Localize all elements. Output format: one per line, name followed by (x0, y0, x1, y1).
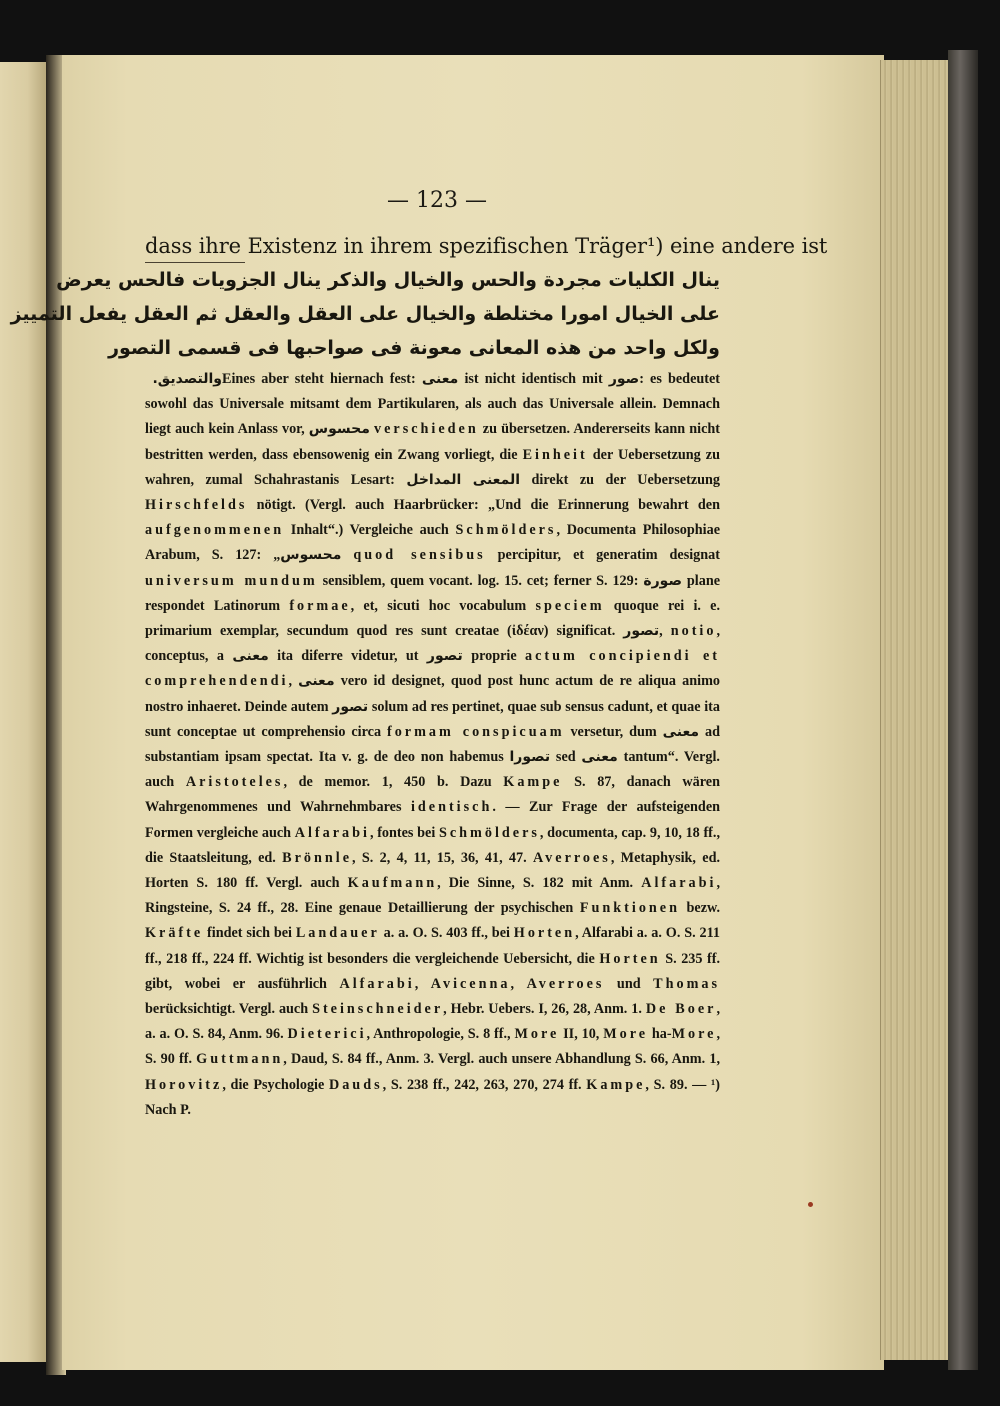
footnote-run: S. 87, danach wären Wahrgenommenes und Wahrnehmbares (145, 774, 720, 816)
footnote-run: , conceptus, a (145, 623, 721, 665)
footnote-run: , Daud, S. 84 ff., Anm. 3. Vergl. auch unsere Abhandlung S. 66, Anm. 1, (283, 1051, 720, 1068)
arabic-term: تصور (623, 623, 660, 640)
spaced-term: Guttmann (196, 1051, 284, 1068)
spaced-term: Avicenna (430, 975, 511, 992)
footnote-run: proprie (462, 648, 526, 665)
spaced-term: universum mundum (145, 572, 318, 589)
spaced-term: Schmölders (455, 522, 557, 539)
spaced-term: Horten (513, 925, 576, 942)
arabic-line-1: ينال الكليات مجردة والحس والخيال والذكر ينال الجزويات فالحس يعرض (56, 269, 720, 291)
footnote-run: S. 235 ff. gibt, wobei er ausführlich (145, 950, 721, 992)
arabic-term: تصورا (509, 749, 551, 766)
footnote-run: ita diferre videtur, ut (268, 648, 427, 665)
spaced-term: Brönnle (282, 849, 353, 866)
spaced-term: Landauer (295, 925, 380, 942)
footnote-text (145, 367, 720, 1123)
arabic-term: المعنى (472, 471, 521, 488)
spaced-term: actum concipiendi et comprehendendi (145, 648, 721, 690)
arabic-term: معنى (298, 673, 335, 690)
footnote-run: , Ringsteine, S. 24 ff., 28. Eine genaue Detaillierung der psychischen (145, 875, 720, 917)
footnote-run: solum ad res pertinet, quae sub sensus cadunt, et quae ita sunt conceptae ut comprehensio circa (145, 698, 720, 740)
footnote-run: vero id designet, quod post hunc actum de re aliqua animo nostro inhaeret. Deinde autem (145, 673, 720, 715)
spaced-term: Horten (599, 950, 661, 967)
footnote-run: , S. 2, 4, 11, 15, 36, 41, 47. (352, 849, 533, 866)
footnote-run: , de memor. 1, 450 b. Dazu (283, 774, 504, 791)
spaced-term: aufgenommenen (145, 522, 285, 539)
spaced-term: More (603, 1026, 649, 1043)
footnote-run: und (604, 975, 654, 992)
footnote-run: , S. 238 ff., 242, 263, 270, 274 ff. (382, 1076, 587, 1093)
ink-spot (808, 1202, 813, 1207)
footnote-run: , et, sicuti hoc vocabulum (350, 597, 536, 614)
spaced-term: quod sensibus (353, 547, 486, 564)
spaced-term: De Boer (645, 1001, 717, 1018)
footnote-run: , fontes bei (369, 824, 439, 841)
page-text (10, 232, 828, 1123)
arabic-term: معنى (232, 648, 269, 665)
spaced-term: Kräfte (145, 925, 204, 942)
page-number: — 123 — (387, 188, 487, 213)
page-block-edges (880, 60, 951, 1360)
footnote-run: , (510, 975, 527, 992)
arabic-term: والتصديق. (145, 371, 223, 387)
footnote-run: berücksichtigt. Vergl. auch (145, 1001, 313, 1018)
footnote-run: II, 10, (559, 1026, 604, 1043)
spaced-term: Horovitz (145, 1076, 223, 1093)
footnote-run: zu übersetzen. Andererseits kann nicht bestritten werden, dass ebensowenig ein Zwang vorliegt, die (145, 421, 720, 463)
footnote-run: , (414, 975, 431, 992)
footnote-run: nötigt. (Vergl. auch Haarbrücker: „Und die Erinnerung bewahrt den (247, 497, 720, 514)
footnote-run: , (288, 673, 299, 690)
spaced-term: Kampe (503, 774, 563, 791)
footnote-run: der Uebersetzung zu wahren, zumal Schahrastanis Lesart: (145, 446, 720, 488)
footnote-run (461, 472, 473, 488)
spaced-term: Kaufmann (347, 875, 438, 892)
arabic-term: معنى (581, 749, 618, 766)
arabic-term: تصور (426, 648, 463, 665)
spaced-term: More (671, 1026, 717, 1043)
spaced-term: Steinschneider (312, 1001, 444, 1018)
arabic-term: محسوس (280, 547, 342, 564)
spaced-term: Averroes (526, 975, 605, 992)
spaced-term: Schmölders (438, 824, 540, 841)
spaced-term: Alfarabi (641, 875, 717, 892)
facing-page-edge (0, 62, 48, 1362)
footnote-run: , Hebr. Uebers. I, 26, 28, Anm. 1. (443, 1001, 646, 1018)
footnote-run: quoque rei i. e. primarium exemplar, secundum quod res sunt creatae (ἰδέαν) significat. (145, 597, 720, 640)
footnote-run: versetur, dum (564, 723, 663, 740)
spaced-term: verschieden (374, 421, 479, 438)
spaced-term: Einheit (522, 446, 588, 463)
footnote-run: plane respondet Latinorum (145, 572, 721, 614)
footnote-run: direkt zu der Uebersetzung (520, 471, 720, 488)
spaced-term: More (514, 1026, 560, 1043)
arabic-term: تصور (332, 698, 369, 715)
footnote-run: ist nicht identisch mit (458, 371, 609, 387)
spaced-term: Thomas (653, 975, 721, 992)
footnote-run: a. a. O. S. 403 ff., bei (379, 925, 514, 942)
lead-line: dass ihre Existenz in ihrem spezifischen Träger¹) eine andere ist (145, 234, 828, 258)
footnote-run: , die Psychologie (222, 1076, 329, 1093)
spaced-term: Funktionen (579, 900, 680, 917)
spaced-term: Hirschfelds (145, 497, 248, 514)
spaced-term: Dieterici (287, 1026, 367, 1043)
footnote-run: tantum“. Vergl. auch (145, 749, 720, 791)
arabic-term: صورة (643, 572, 682, 589)
spaced-term: Aristoteles (185, 774, 284, 791)
footnote-run: bezw. (680, 900, 720, 917)
arabic-line-3: ولكل واحد من هذه المعانى معونة فى صواحبها فى قسمى التصور (108, 337, 720, 359)
spaced-term: speciem (535, 597, 605, 614)
footnote-run: ad substantiam ipsam spectat. Ita v. g. de deo non habemus (145, 723, 720, 766)
footnote-run: , S. 89. — ¹) Nach P. (145, 1076, 721, 1118)
footnote-run: , Anthropologie, S. 8 ff., (366, 1026, 515, 1043)
footnote-run: : es bedeutet sowohl das Universale mitsamt dem Partikularen, als auch das Universale allein. Demnach liegt auch kein Anlass vor, (145, 371, 721, 438)
footnote-run: , Documenta Philosophiae Arabum, S. 127: „ (145, 522, 720, 564)
arabic-term: معنى (421, 371, 459, 387)
footnote-run: findet sich bei (203, 925, 296, 942)
footnote-run: percipitur, et generatim designat (485, 547, 720, 564)
arabic-line-2: على الخيال امورا مختلطة والخيال على العقل والعقل ثم العقل يفعل التمييز (10, 303, 720, 325)
footnote-run: , S. 90 ff. (145, 1026, 720, 1068)
footnote-run (341, 547, 353, 563)
spaced-term: identisch (410, 799, 493, 816)
arabic-term: المداخل (406, 471, 462, 488)
footnote-run: Eines aber steht hiernach fest: (222, 371, 422, 387)
book-cover-edge (948, 50, 978, 1370)
footnote-run: , (659, 623, 671, 640)
footnote-run: , Alfarabi a. a. O. S. 211 ff., 218 ff., 224 ff. Wichtig ist besonders die vergleichende Uebersicht, die (145, 925, 720, 967)
footnote-run: , Die Sinne, S. 182 mit Anm. (437, 875, 642, 892)
spaced-term: notio (670, 623, 717, 640)
spaced-term: formae (289, 597, 351, 614)
footnote-run: . — Zur Frage der aufsteigenden Formen vergleiche auch (145, 799, 721, 841)
arabic-term: معنى (662, 723, 700, 740)
footnote-run: ha- (648, 1026, 672, 1043)
footnote-run: Inhalt“.) Vergleiche auch (284, 522, 456, 539)
footnote-run: , documenta, cap. 9, 10, 18 ff., die Staatsleitung, ed. (145, 824, 720, 866)
footnote-run: sed (550, 749, 582, 766)
spaced-term: formam conspicuam (386, 723, 565, 740)
footnote-run: sensiblem, quem vocant. log. 15. cet; ferner S. 129: (317, 572, 644, 589)
spaced-term: Averroes (532, 849, 611, 866)
spaced-term: Dauds (328, 1076, 383, 1093)
arabic-term: صور (608, 371, 640, 387)
spaced-term: Alfarabi (294, 824, 370, 841)
spaced-term: Alfarabi (339, 975, 415, 992)
footnote-run: , Metaphysik, ed. Horten S. 180 ff. Vergl. auch (145, 849, 721, 892)
spaced-term: Kampe (586, 1076, 646, 1093)
arabic-term: محسوس (308, 421, 370, 438)
footnote-run: , a. a. O. S. 84, Anm. 96. (145, 1001, 720, 1043)
